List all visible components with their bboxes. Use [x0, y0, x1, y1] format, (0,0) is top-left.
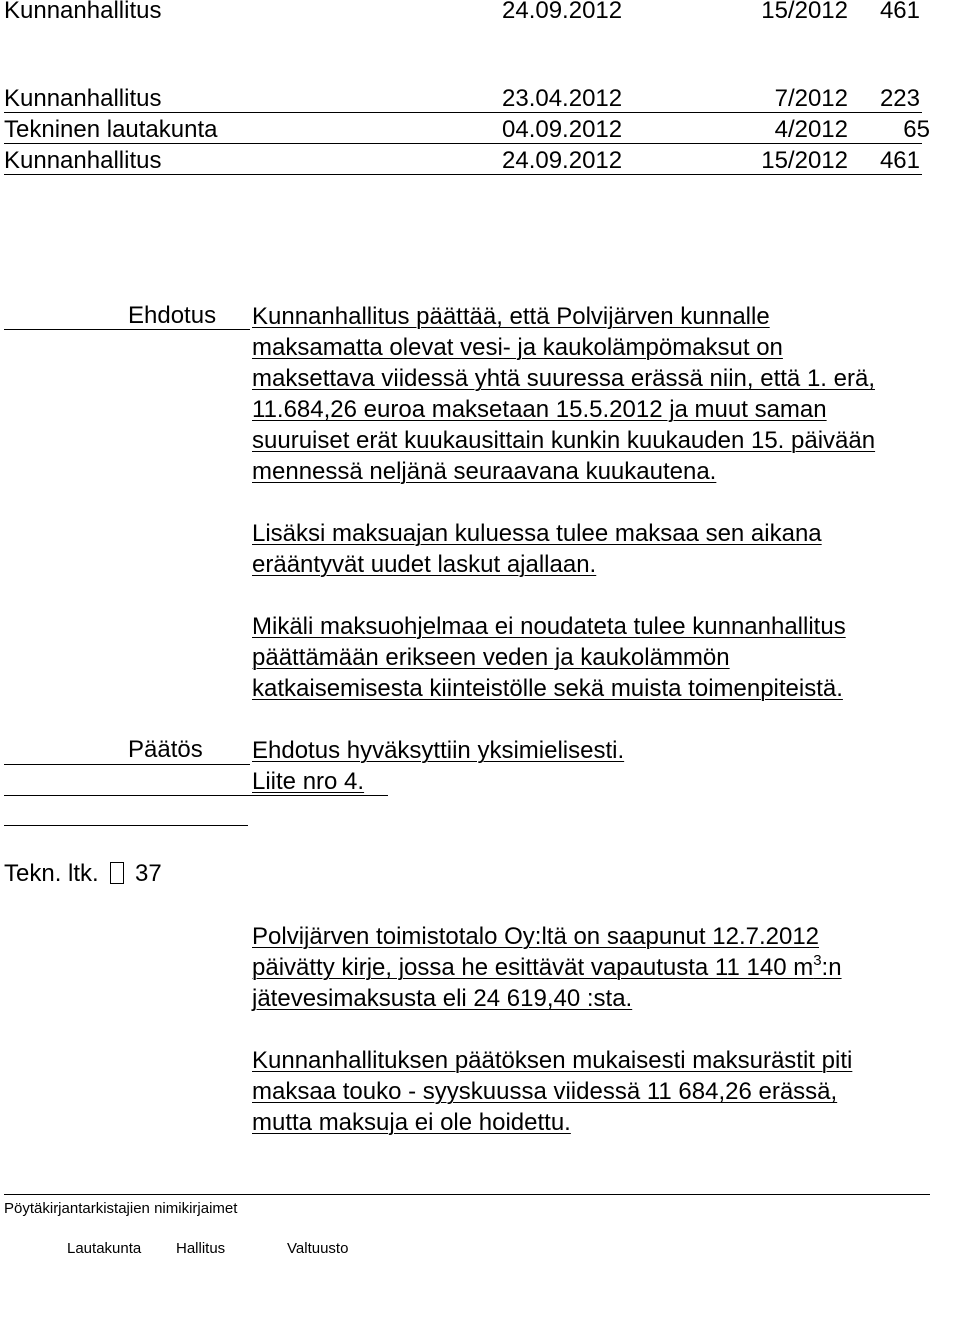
tekn-label-text: Tekn. ltk.	[4, 860, 99, 887]
top-row-date: 24.09.2012	[502, 0, 623, 24]
tekn-line: päivätty kirje, jossa he esittävät vapautusta 11 140 $m^3:n$	[252, 952, 842, 981]
ehdotus-line: erääntyvät uudet laskut ajallaan.	[252, 551, 597, 578]
history-date: 23.04.2012	[502, 85, 623, 112]
history-number: 15/2012	[761, 147, 848, 174]
ehdotus-line: päättämään erikseen veden ja kaukolämmön	[252, 644, 730, 671]
tekn-line: Kunnanhallituksen päätöksen mukaisesti maksurästit piti	[252, 1047, 853, 1074]
history-row-rule	[4, 174, 922, 175]
footer-rule	[4, 1194, 930, 1195]
paatos-rule	[4, 795, 388, 796]
paatos-label: Päätös	[128, 736, 203, 763]
paatos-attachment: Liite nro 4.	[252, 768, 365, 795]
tekn-section-number: 37	[135, 860, 162, 887]
ehdotus-line: Mikäli maksuohjelmaa ei noudateta tulee kunnanhallitus	[252, 613, 846, 640]
footer-title: Pöytäkirjantarkistajien nimikirjaimet	[4, 1200, 238, 1217]
tekn-line: maksaa touko - syyskuussa viidessä 11 684,26 erässä,	[252, 1078, 838, 1105]
tekn-label	[4, 859, 162, 889]
history-page: 223	[879, 85, 920, 112]
history-body: Kunnanhallitus	[4, 85, 162, 112]
history-date: 04.09.2012	[502, 116, 623, 143]
tekn-line: mutta maksuja ei ole hoidettu.	[252, 1109, 571, 1136]
ehdotus-line: 11.684,26 euroa maksetaan 15.5.2012 ja muut saman	[252, 396, 827, 423]
footer-col-lautakunta: Lautakunta	[67, 1240, 142, 1257]
history-page: 461	[879, 147, 920, 174]
top-row-page: 461	[879, 0, 920, 24]
section-sign-icon	[110, 862, 124, 884]
ehdotus-line: maksamatta olevat vesi- ja kaukolämpömaksut on	[252, 334, 783, 361]
paatos-decision: Ehdotus hyväksyttiin yksimielisesti.	[252, 737, 625, 764]
ehdotus-line: maksettava viidessä yhtä suuressa erässä niin, että 1. erä,	[252, 365, 875, 392]
ehdotus-line: Kunnanhallitus päättää, että Polvijärven kunnalle	[252, 303, 770, 330]
history-page: 65	[903, 116, 930, 143]
section-end-rule	[4, 825, 248, 826]
history-number: 7/2012	[774, 85, 848, 112]
top-row-body: Kunnanhallitus	[4, 0, 162, 24]
footer-col-hallitus: Hallitus	[176, 1240, 226, 1257]
history-row-rule	[4, 143, 922, 144]
ehdotus-label-rule	[4, 329, 250, 330]
ehdotus-line: mennessä neljänä seuraavana kuukautena.	[252, 458, 717, 485]
paatos-label-rule	[4, 764, 250, 765]
ehdotus-line: suuruiset erät kuukausittain kunkin kuukauden 15. päivään	[252, 427, 876, 454]
tekn-line: jätevesimaksusta eli 24 619,40 :sta.	[252, 985, 633, 1012]
ehdotus-line: Lisäksi maksuajan kuluessa tulee maksaa sen aikana	[252, 520, 822, 547]
history-body: Tekninen lautakunta	[4, 116, 218, 143]
history-number: 4/2012	[774, 116, 848, 143]
ehdotus-line: katkaisemisesta kiinteistölle sekä muista toimenpiteistä.	[252, 675, 843, 702]
history-row-rule	[4, 112, 922, 113]
footer-col-valtuusto: Valtuusto	[287, 1240, 349, 1257]
history-date: 24.09.2012	[502, 147, 623, 174]
tekn-line: Polvijärven toimistotalo Oy:ltä on saapunut 12.7.2012	[252, 923, 820, 950]
top-row-number: 15/2012	[761, 0, 848, 24]
ehdotus-label: Ehdotus	[128, 302, 217, 329]
history-body: Kunnanhallitus	[4, 147, 162, 174]
